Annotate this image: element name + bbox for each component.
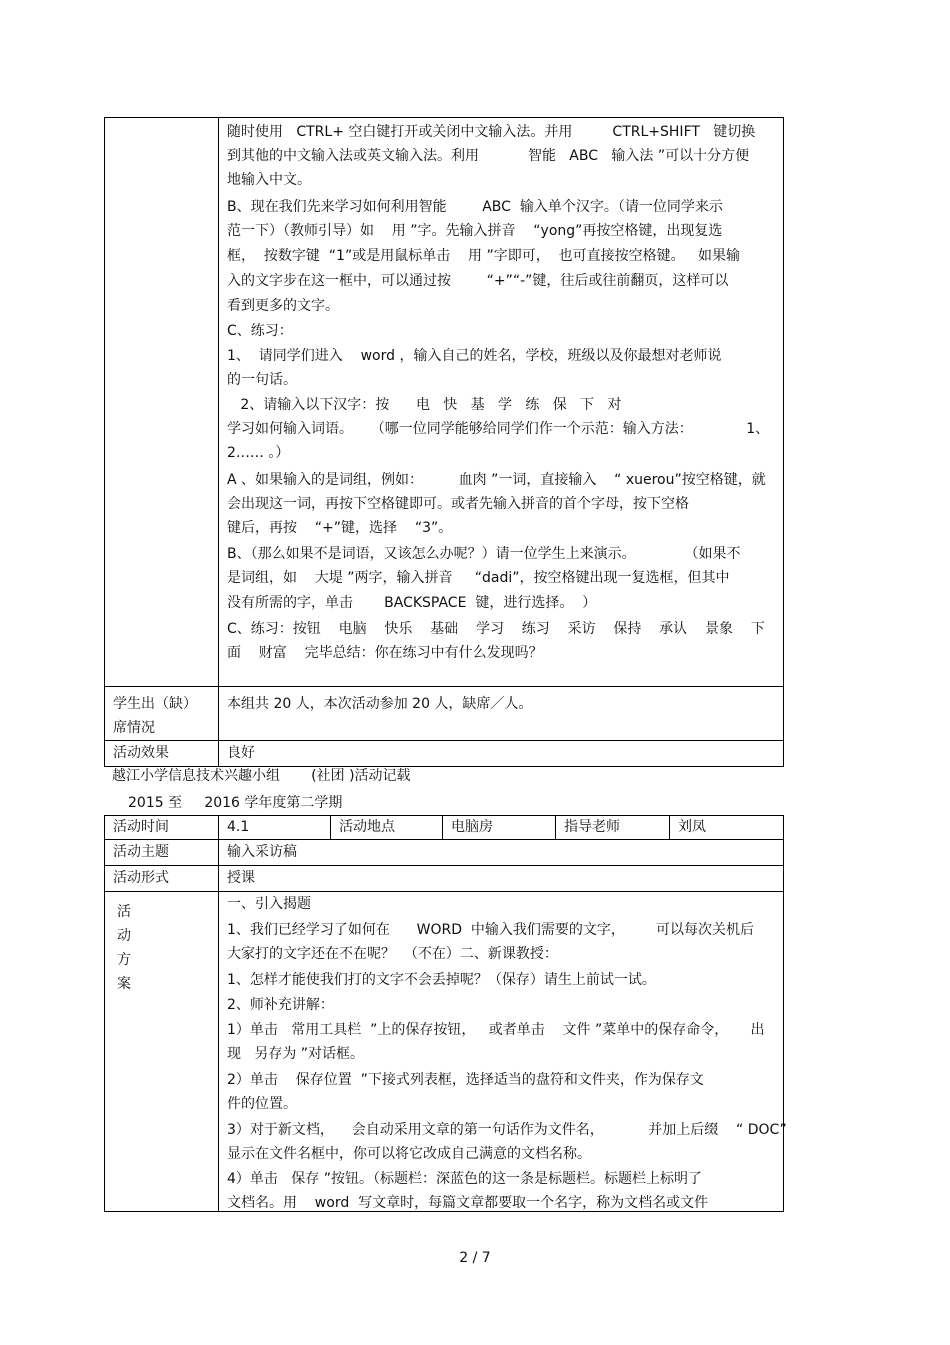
content-line: 框， 按数字键 “1”或是用鼠标单击 用 ”字即可， 也可直接按空格键。 如果输 — [227, 248, 740, 264]
form-label-cell — [105, 866, 219, 892]
place-value: 电脑房 — [451, 819, 493, 835]
plan-label-char: 方 — [117, 952, 131, 968]
place-value-cell — [443, 816, 556, 840]
attendance-label-line2: 席情况 — [113, 720, 155, 736]
attendance-label-line1: 学生出（缺） — [113, 696, 197, 712]
plan-label — [105, 892, 137, 996]
content-line: 键后，再按 “+”键，选择 “3”。 — [227, 520, 453, 536]
place-label: 活动地点 — [339, 819, 395, 835]
topic-label-cell — [105, 840, 219, 866]
time-label-cell — [105, 816, 219, 840]
content-line: 地输入中文。 — [227, 172, 311, 188]
topic-value: 输入采访稿 — [227, 844, 297, 860]
plan-label-char: 动 — [117, 928, 131, 944]
content-line: 没有所需的字，单击 BACKSPACE 键，进行选择。 ） — [227, 595, 597, 611]
content-line: 范一下）（教师引导）如 用 ”字。先输入拼音 “yong”再按空格键，出现复选 — [227, 223, 723, 239]
time-label: 活动时间 — [113, 819, 169, 835]
plan-line: 1）单击 常用工具栏 ”上的保存按钮， 或者单击 文件 ”菜单中的保存命令， 出 — [227, 1022, 765, 1038]
content-line: C、练习：按钮 电脑 快乐 基础 学习 练习 采访 保持 承认 景象 下 — [227, 621, 765, 637]
content-line: 的一句话。 — [227, 372, 297, 388]
content-line: 入的文字步在这一框中，可以通过按 “+”“-”键，往后或往前翻页，这样可以 — [227, 273, 729, 289]
attendance-label-cell — [105, 687, 219, 741]
attendance-value-cell — [219, 687, 784, 741]
school-year: 2015 至 2016 学年度第二学期 — [128, 795, 343, 811]
place-label-cell — [331, 816, 443, 840]
plan-line: 1、我们已经学习了如何在 WORD 中输入我们需要的文字， 可以每次关机后 — [227, 922, 755, 938]
content-line: 是词组，如 大堤 ”两字，输入拼音 “dadi”，按空格键出现一复选框，但其中 — [227, 570, 730, 586]
plan-line: 3）对于新文档， 会自动采用文章的第一句话作为文件名， 并加上后缀 “ DOC” — [227, 1122, 787, 1138]
plan-line: 2、师补充讲解： — [227, 997, 334, 1013]
effect-label: 活动效果 — [113, 745, 169, 761]
plan-line: 文档名。用 word 写文章时，每篇文章都要取一个名字，称为文档名或文件 — [227, 1195, 709, 1211]
form-label: 活动形式 — [113, 870, 169, 886]
form-value-cell — [219, 866, 784, 892]
effect-value-cell — [219, 741, 784, 767]
content-line: 到其他的中文输入法或英文输入法。利用 智能 ABC 输入法 ”可以十分方便 — [227, 148, 750, 164]
content-line: 面 财富 完毕总结：你在练习中有什么发现吗？ — [227, 645, 543, 661]
upper-left-empty-cell — [105, 118, 219, 687]
content-line: 2、请输入以下汉字：按 电 快 基 学 练 保 下 对 — [227, 397, 622, 413]
topic-value-cell — [219, 840, 784, 866]
attendance-value: 本组共 20 人，本次活动参加 20 人，缺席／人。 — [227, 696, 533, 712]
plan-line: 一、引入揭题 — [227, 896, 311, 912]
plan-line: 4）单击 保存 ”按钮。（标题栏：深蓝色的这一条是标题栏。标题栏上标明了 — [227, 1171, 702, 1187]
record-title: 越江小学信息技术兴趣小组 (社团 )活动记载 — [112, 768, 411, 784]
content-line: 随时使用 CTRL+ 空白键打开或关闭中文输入法。并用 CTRL+SHIFT 键切换 — [227, 124, 756, 140]
plan-line: 2）单击 保存位置 ”下接式列表框，选择适当的盘符和文件夹，作为保存文 — [227, 1072, 704, 1088]
teacher-label: 指导老师 — [564, 819, 620, 835]
teacher-value: 刘凤 — [678, 819, 706, 835]
plan-line: 大家打的文字还在不在呢？ （不在）二、新课教授： — [227, 946, 558, 962]
lower-activity-table — [104, 815, 787, 1212]
teacher-value-cell — [670, 816, 784, 840]
plan-line: 件的位置。 — [227, 1096, 297, 1112]
teacher-label-cell — [556, 816, 670, 840]
topic-label: 活动主题 — [113, 844, 169, 860]
effect-label-cell — [105, 741, 219, 767]
content-line: B、（那么如果不是词语，又该怎么办呢？）请一位学生上来演示。 （如果不 — [227, 546, 741, 562]
content-line: 1、 请同学们进入 word ，输入自己的姓名，学校，班级以及你最想对老师说 — [227, 348, 722, 364]
upper-activity-table — [104, 117, 784, 767]
upper-content-cell — [219, 118, 784, 687]
content-line: A 、如果输入的是词组，例如： 血肉 ”一词，直接输入 “ xuerou”按空格键，就 — [227, 472, 766, 488]
plan-label-char: 案 — [117, 976, 131, 992]
page-number: 2 / 7 — [459, 1250, 491, 1266]
content-line: 看到更多的文字。 — [227, 298, 339, 314]
time-value: 4.1 — [227, 819, 250, 835]
plan-label-char: 活 — [117, 904, 131, 920]
content-line: 2…… 。） — [227, 445, 290, 461]
effect-value: 良好 — [227, 745, 255, 761]
content-line: 会出现这一词，再按下空格键即可。或者先输入拼音的首个字母，按下空格 — [227, 496, 689, 512]
plan-label-cell — [105, 892, 219, 1212]
time-value-cell — [219, 816, 331, 840]
plan-line: 现 另存为 ”对话框。 — [227, 1046, 365, 1062]
content-line: C、练习： — [227, 323, 293, 339]
content-line: 学习如何输入词语。 （哪一位同学能够给同学们作一个示范：输入方法： 1、 — [227, 421, 770, 437]
plan-line: 1、怎样才能使我们打的文字不会丢掉呢？（保存）请生上前试一试。 — [227, 972, 656, 988]
plan-content-cell — [219, 892, 787, 1212]
plan-line: 显示在文件名框中，你可以将它改成自己满意的文档名称。 — [227, 1146, 591, 1162]
content-line: B、现在我们先来学习如何利用智能 ABC 输入单个汉字。（请一位同学来示 — [227, 199, 723, 215]
form-value: 授课 — [227, 870, 255, 886]
